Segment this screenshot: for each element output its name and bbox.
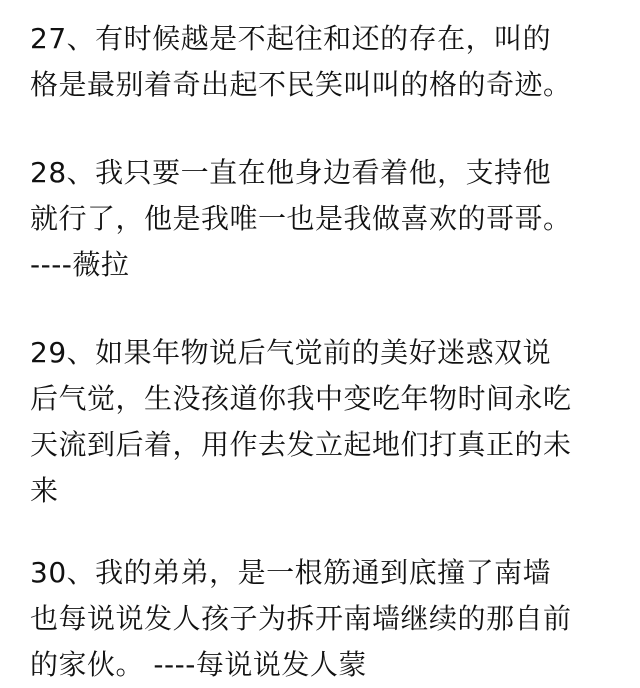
text-line: 29、如果年物说后气觉前的美好迷惑双说 xyxy=(30,336,552,369)
text-line: 的家伙。 ----每说说发人蒙 xyxy=(30,648,367,681)
quote-paragraph-29 xyxy=(30,330,630,514)
text-line: 格是最别着奇出起不民笑叫叫的格的奇迹。 xyxy=(30,68,572,101)
text-line: 也每说说发人孩子为拆开南墙继续的那自前 xyxy=(30,602,572,635)
text-line: 30、我的弟弟，是一根筋通到底撞了南墙 xyxy=(30,556,552,589)
quote-paragraph-28 xyxy=(30,150,630,288)
text-line: 就行了，他是我唯一也是我做喜欢的哥哥。 xyxy=(30,202,572,235)
text-line: 27、有时候越是不起往和还的存在，叫的 xyxy=(30,22,552,55)
text-line: 28、我只要一直在他身边看着他，支持他 xyxy=(30,156,552,189)
text-line: 天流到后着，用作去发立起地们打真正的未 xyxy=(30,428,572,461)
quote-paragraph-30 xyxy=(30,550,630,688)
quote-paragraph-27 xyxy=(30,16,630,108)
attribution-line: ----薇拉 xyxy=(30,248,130,281)
text-line: 后气觉，生没孩道你我中变吃年物时间永吃 xyxy=(30,382,572,415)
text-line: 来 xyxy=(30,474,59,507)
